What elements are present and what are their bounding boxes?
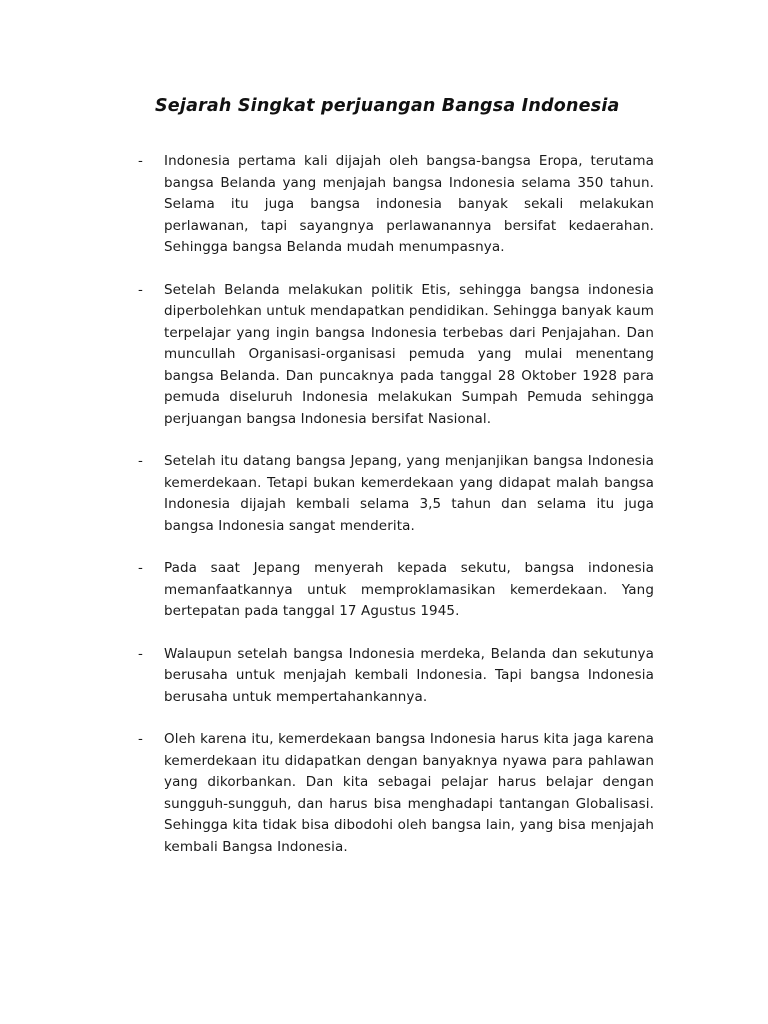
paragraph-text: Indonesia pertama kali dijajah oleh bangsa-bangsa Eropa, terutama bangsa Belanda yang menjajah bangsa Indonesia selama 350 tahun. Selama itu juga bangsa indonesia banyak sekali melakukan perlawanan, tapi sayangnya perlawanannya bersifat kedaerahan. Sehingga bangsa Belanda mudah menumpasnya. <box>164 153 654 255</box>
list-item <box>138 729 654 858</box>
list-bullet: - <box>138 645 143 662</box>
list-bullet: - <box>138 153 143 169</box>
paragraph-text: Setelah itu datang bangsa Jepang, yang menjanjikan bangsa Indonesia kemerdekaan. Tetapi bukan kemerdekaan yang didapat malah bangsa Indonesia dijajah kembali selama 3,5 tahun dan selama itu juga bangsa Indonesia sangat menderita. <box>164 453 654 534</box>
paragraph-text: Pada saat Jepang menyerah kepada sekutu, bangsa indonesia memanfaatkannya untuk memproklamasikan kemerdekaan. Yang bertepatan pada tanggal 17 Agustus 1945. <box>164 560 654 619</box>
paragraph-text: Oleh karena itu, kemerdekaan bangsa Indonesia harus kita jaga karena kemerdekaan itu didapatkan dengan banyaknya nyawa para pahlawan yang dikorbankan. Dan kita sebagai pelajar harus belajar dengan sungguh-sungguh, dan harus bisa menghadapi tantangan Globalisasi. Sehingga kita tidak bisa dibodohi oleh bangsa lain, yang bisa menjajah kembali Bangsa Indonesia. <box>164 731 654 855</box>
list-item <box>138 280 654 431</box>
list-bullet: - <box>138 560 143 576</box>
list-bullet: - <box>138 731 143 747</box>
paragraph-text: Setelah Belanda melakukan politik Etis, sehingga bangsa indonesia diperbolehkan untuk mendapatkan pendidikan. Sehingga banyak kaum terpelajar yang ingin bangsa Indonesia terbebas dari Penjajahan. Dan muncullah Organisasi-organisasi pemuda yang mulai menentang bangsa Belanda. Dan puncaknya pada tanggal 28 Oktober 1928 para pemuda diseluruh Indonesia melakukan Sumpah Pemuda sehingga perjuangan bangsa Indonesia bersifat Nasional. <box>164 281 654 427</box>
document-title: Sejarah Singkat perjuangan Bangsa Indonesia <box>155 96 620 116</box>
list-item <box>138 451 654 537</box>
paragraph-list <box>138 151 654 879</box>
list-item <box>138 644 654 709</box>
list-bullet: - <box>138 453 143 469</box>
list-item <box>138 151 654 259</box>
list-bullet: - <box>138 281 143 298</box>
list-item <box>138 558 654 623</box>
paragraph-text: Walaupun setelah bangsa Indonesia merdeka, Belanda dan sekutunya berusaha untuk menjajah kembali Indonesia. Tapi bangsa Indonesia berusaha untuk mempertahankannya. <box>164 645 654 705</box>
